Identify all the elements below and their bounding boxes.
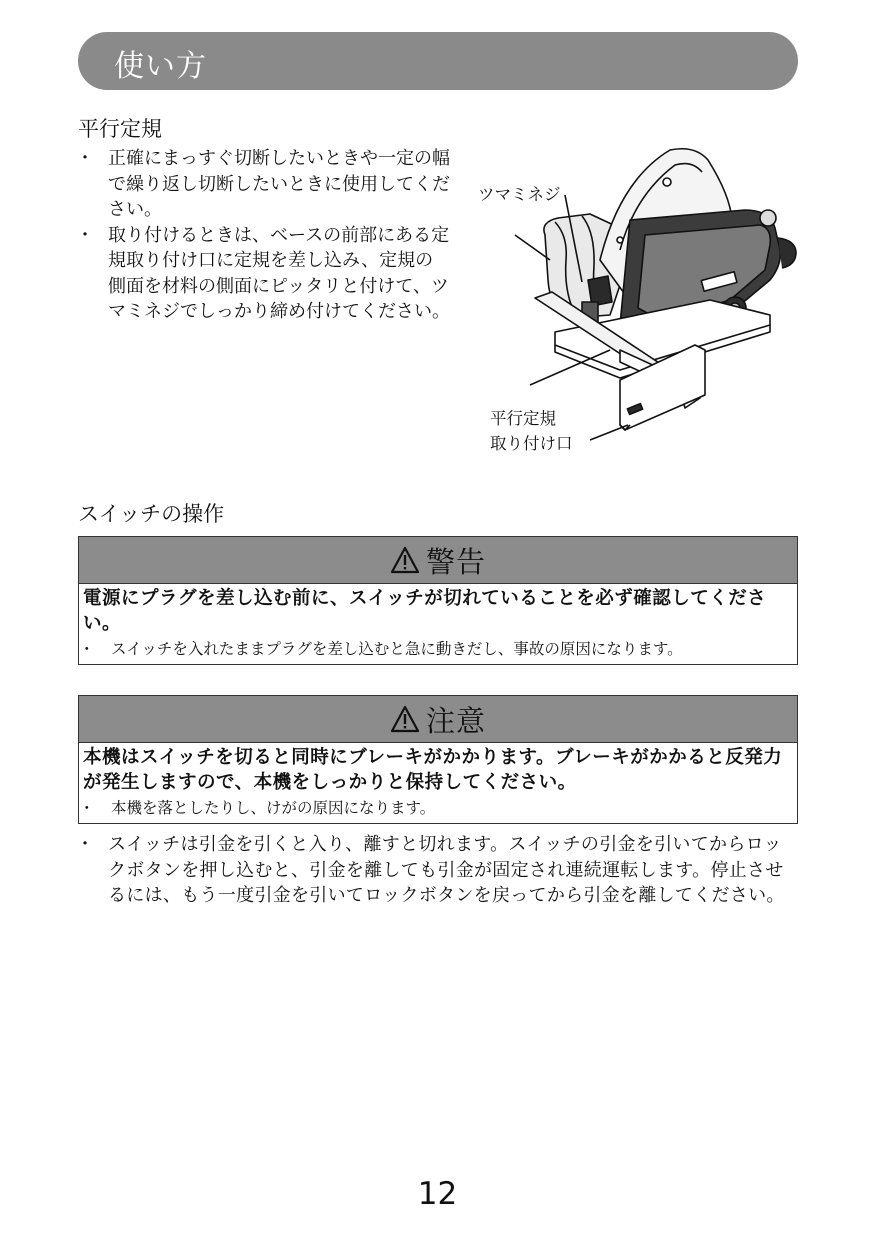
warning-header xyxy=(79,537,797,584)
parallel-guide-heading: 平行定規 xyxy=(78,117,162,141)
caution-header xyxy=(79,696,797,743)
circular-saw-figure xyxy=(470,140,810,460)
warning-box xyxy=(78,536,798,665)
page-number: 12 xyxy=(417,1176,458,1212)
guide-slot-label-line1: 平行定規 xyxy=(490,409,556,428)
list-item: ・ 正確にまっすぐ切断したいときや一定の幅で繰り返し切断したいときに使用してください。 xyxy=(78,146,450,223)
caution-main-text: 本機はスイッチを切ると同時にブレーキがかかります。ブレーキがかかると反発力が発生しますので、本機をしっかりと保持してください。 xyxy=(83,747,783,793)
caution-title: 注意 xyxy=(425,703,486,738)
warning-main-text: 電源にプラグを差し込む前に、スイッチが切れていることを必ず確認してください。 xyxy=(83,588,767,634)
parallel-guide-list xyxy=(78,146,450,325)
section-banner xyxy=(78,32,798,90)
switch-operation-heading: スイッチの操作 xyxy=(78,502,225,526)
switch-instructions-list xyxy=(78,832,796,909)
page-title: 使い方 xyxy=(114,49,207,84)
list-item: ・ スイッチは引金を引くと入り、離すと切れます。スイッチの引金を引いてからロックボタンを押し込むと、引金を離しても引金が固定され連続運転します。停止させるには、もう一度引金を引いてロックボタンを戻ってから引金を離してください。 xyxy=(78,832,796,909)
warning-title: 警告 xyxy=(425,544,486,579)
caution-box xyxy=(78,695,798,824)
knob-screw-label: ツマミネジ xyxy=(478,185,561,204)
list-item: ・ 取り付けるときは、ベースの前部にある定規取り付け口に定規を差し込み、定規の側面を材料の側面にピッタリと付けて、ツマミネジでしっかり締め付けてください。 xyxy=(78,223,450,325)
guide-slot-label-line2: 取り付け口 xyxy=(490,434,573,453)
warning-note: ・ スイッチを入れたままプラグを差し込むと急に動きだし、事故の原因になります。 xyxy=(83,638,791,660)
warning-triangle-icon xyxy=(390,546,420,574)
caution-triangle-icon xyxy=(390,705,420,733)
caution-note: ・ 本機を落としたりし、けがの原因になります。 xyxy=(83,797,791,819)
